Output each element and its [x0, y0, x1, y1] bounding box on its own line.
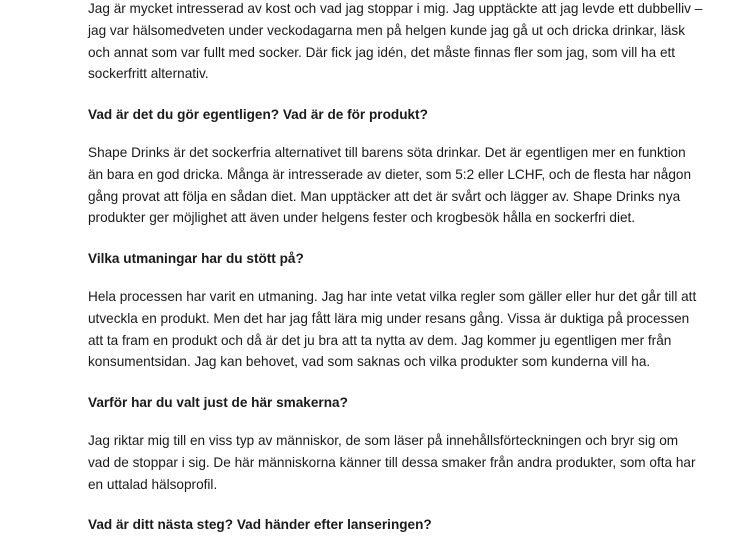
- question-heading-product: Vad är det du gör egentligen? Vad är de för produkt?: [88, 107, 428, 123]
- paragraph-challenges: [88, 286, 697, 373]
- text-line: Jag riktar mig till en viss typ av människor, de som läser på innehållsförteckningen och bryr sig om: [88, 432, 679, 448]
- text-line: vad de stoppar i sig. De här människorna känner till dessa smaker från andra produkter, som ofta har: [88, 454, 696, 470]
- text-line: och annat som var fullt med socker. Där fick jag idén, det måste finnas fler som jag, som vill ha ett: [88, 44, 676, 60]
- paragraph-intro: [88, 0, 703, 85]
- text-line: gång provat att följa en sådan diet. Man upptäcker att det är svårt och lägger av. Shape Drinks nya: [88, 188, 681, 204]
- text-line: en uttalad hälsoprofil.: [88, 476, 218, 492]
- text-line: Jag är mycket intresserad av kost och vad jag stoppar i mig. Jag upptäckte att jag levde ett dubbelliv –: [88, 1, 703, 16]
- question-heading-flavors: Varför har du valt just de här smakerna?: [88, 395, 348, 411]
- paragraph-flavors: [88, 430, 696, 495]
- text-line: utveckla en produkt. Men det har jag fått lära mig under resans gång. Vissa är duktiga på processen: [88, 310, 690, 326]
- text-line: än bara en god dricka. Många är intresserade av dieter, som 5:2 eller LCHF, och de flesta har någon: [88, 166, 692, 182]
- question-heading-challenges: Vilka utmaningar har du stött på?: [88, 251, 304, 267]
- text-line: konsumentsidan. Jag kan behovet, vad som saknas och vilka produkter som kunderna vill ha.: [88, 354, 651, 370]
- document-page: [88, 0, 703, 552]
- text-line: Hela processen har varit en utmaning. Jag har inte vetat vilka regler som gäller eller hur det går till att: [88, 288, 697, 304]
- text-line: att ta fram en produkt och då är det ju bra att ta nytta av dem. Jag kommer ju egentligen mer från: [88, 332, 672, 348]
- paragraph-product: [88, 142, 692, 229]
- text-line: sockerfritt alternativ.: [88, 66, 209, 82]
- text-line: Shape Drinks är det sockerfria alternativet till barens söta drinkar. Det är egentligen mer en funktion: [88, 144, 686, 160]
- text-line: jag var hälsomedveten under veckodagarna men på helgen kunde jag gå ut och dricka drinkar, läsk: [88, 22, 685, 38]
- question-heading-next-step: Vad är ditt nästa steg? Vad händer efter lanseringen?: [88, 517, 432, 533]
- text-line: produkter ger möjlighet att även under helgens fester och krogbesök hålla en sockerfri diet.: [88, 210, 636, 226]
